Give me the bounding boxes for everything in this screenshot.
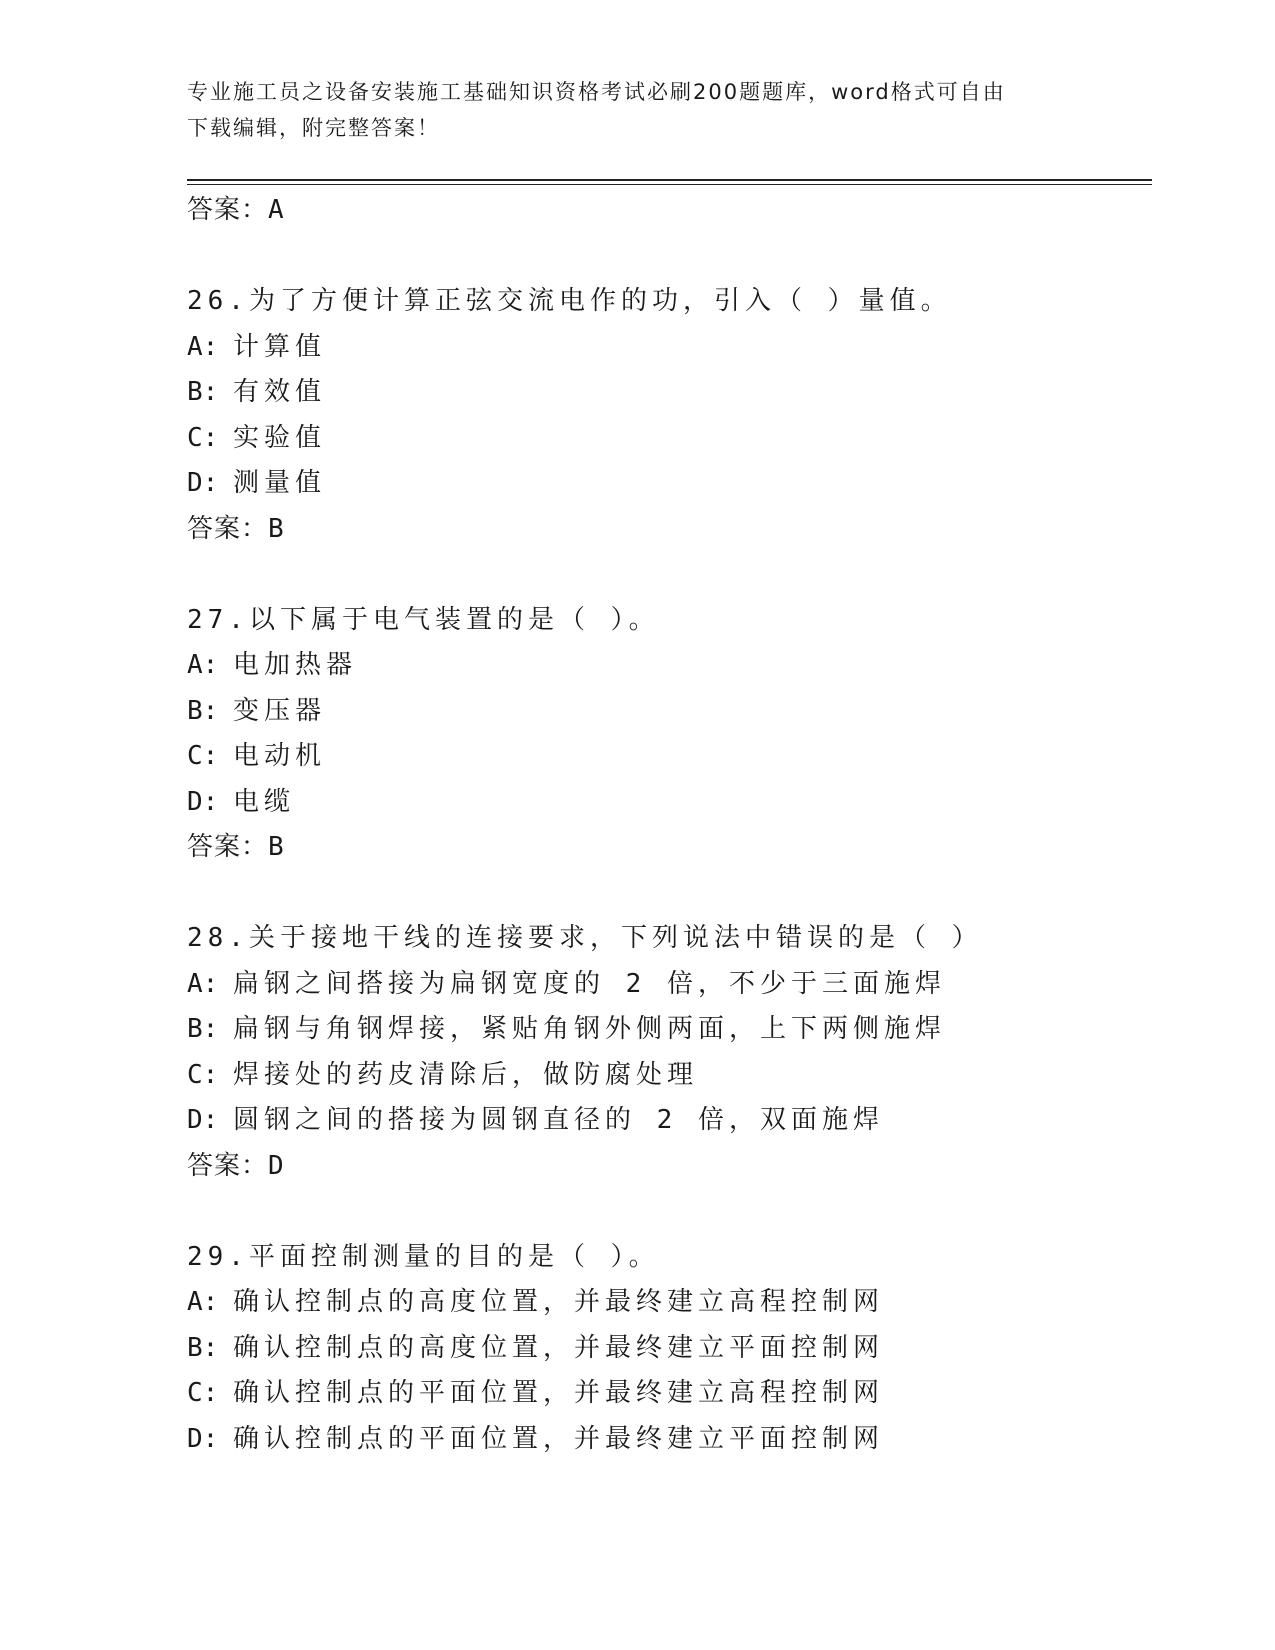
question-list: [187, 188, 1152, 1462]
question-29: [187, 1235, 1152, 1463]
answer-label: 答案：: [187, 513, 269, 544]
answer-label: 答案：: [187, 832, 269, 862]
option-text: 确认控制点的高度位置，并最终建立高程控制网: [233, 1287, 885, 1317]
option-d: [187, 780, 1152, 826]
question-27: [187, 598, 1152, 871]
answer-line: [187, 188, 1152, 233]
option-text: 电动机: [233, 741, 327, 771]
option-d: [187, 1098, 1152, 1144]
header-rule-thick: [187, 179, 1152, 181]
answer-line: [187, 1144, 1152, 1189]
answer-value: B: [268, 832, 285, 862]
option-text: 确认控制点的高度位置，并最终建立平面控制网: [233, 1332, 885, 1363]
option-a: [187, 962, 1152, 1008]
option-letter: A:: [187, 1287, 219, 1317]
header-line-1: 专业施工员之设备安装施工基础知识资格考试必刷200题题库，word格式可自由: [187, 80, 1006, 104]
option-letter: D:: [187, 1423, 219, 1454]
option-letter: C:: [187, 1059, 219, 1090]
question-stem: [187, 1235, 1152, 1281]
option-letter: D:: [187, 786, 219, 817]
question-number: 26.: [187, 286, 249, 316]
option-b: [187, 689, 1152, 735]
option-text: 电加热器: [233, 650, 358, 680]
option-b: [187, 370, 1152, 416]
answer-label: 答案：: [187, 1150, 269, 1181]
option-a: [187, 643, 1152, 689]
question-stem: [187, 598, 1152, 644]
option-d: [187, 461, 1152, 507]
answer-label: 答案：: [187, 195, 269, 225]
option-text: 测量值: [233, 468, 327, 498]
header-rule-thin: [187, 184, 1152, 185]
option-text: 有效值: [233, 377, 327, 407]
option-text: 确认控制点的平面位置，并最终建立高程控制网: [233, 1378, 885, 1408]
option-letter: C:: [187, 422, 219, 453]
question-text: 以下属于电气装置的是（ ）。: [248, 604, 660, 635]
answer-value: A: [268, 195, 285, 225]
option-letter: C:: [187, 1378, 219, 1408]
question-stem: [187, 916, 1152, 962]
option-letter: A:: [187, 331, 219, 362]
option-text: 电缆: [233, 786, 296, 817]
question-26: [187, 279, 1152, 552]
option-c: [187, 1371, 1152, 1417]
question-text: 关于接地干线的连接要求，下列说法中错误的是（ ）: [248, 923, 983, 953]
option-letter: D:: [187, 468, 219, 498]
option-c: [187, 416, 1152, 462]
option-text: 焊接处的药皮清除后，做防腐处理: [233, 1059, 699, 1090]
answer-value: D: [268, 1150, 285, 1181]
option-text: 实验值: [233, 422, 327, 453]
answer-line: [187, 507, 1152, 552]
option-text: 确认控制点的平面位置，并最终建立平面控制网: [233, 1423, 885, 1454]
question-number: 28.: [187, 923, 249, 953]
option-text: 扁钢与角钢焊接，紧贴角钢外侧两面，上下两侧施焊: [233, 1014, 947, 1044]
answer-line: [187, 825, 1152, 870]
option-text: 计算值: [233, 331, 327, 362]
page-header: [187, 74, 1087, 146]
question-number: 29.: [187, 1241, 249, 1272]
option-letter: D:: [187, 1105, 219, 1135]
option-text: 圆钢之间的搭接为圆钢直径的 2 倍，双面施焊: [233, 1105, 884, 1135]
option-letter: B:: [187, 377, 219, 407]
option-letter: B:: [187, 1332, 219, 1363]
option-letter: B:: [187, 1014, 219, 1044]
option-text: 扁钢之间搭接为扁钢宽度的 2 倍，不少于三面施焊: [233, 968, 946, 999]
option-a: [187, 325, 1152, 371]
option-c: [187, 1053, 1152, 1099]
header-line-2: 下载编辑，附完整答案！: [187, 116, 440, 140]
option-letter: A:: [187, 650, 219, 680]
option-b: [187, 1007, 1152, 1053]
option-letter: B:: [187, 695, 219, 726]
question-number: 27.: [187, 604, 249, 635]
question-text: 为了方便计算正弦交流电作的功，引入（ ）量值。: [248, 286, 952, 316]
option-letter: A:: [187, 968, 219, 999]
option-text: 变压器: [233, 695, 327, 726]
question-text: 平面控制测量的目的是（ ）。: [248, 1241, 660, 1272]
option-b: [187, 1326, 1152, 1372]
option-a: [187, 1280, 1152, 1326]
question-stem: [187, 279, 1152, 325]
option-c: [187, 734, 1152, 780]
option-letter: C:: [187, 741, 219, 771]
option-d: [187, 1417, 1152, 1463]
question-28: [187, 916, 1152, 1189]
answer-value: B: [268, 513, 285, 544]
